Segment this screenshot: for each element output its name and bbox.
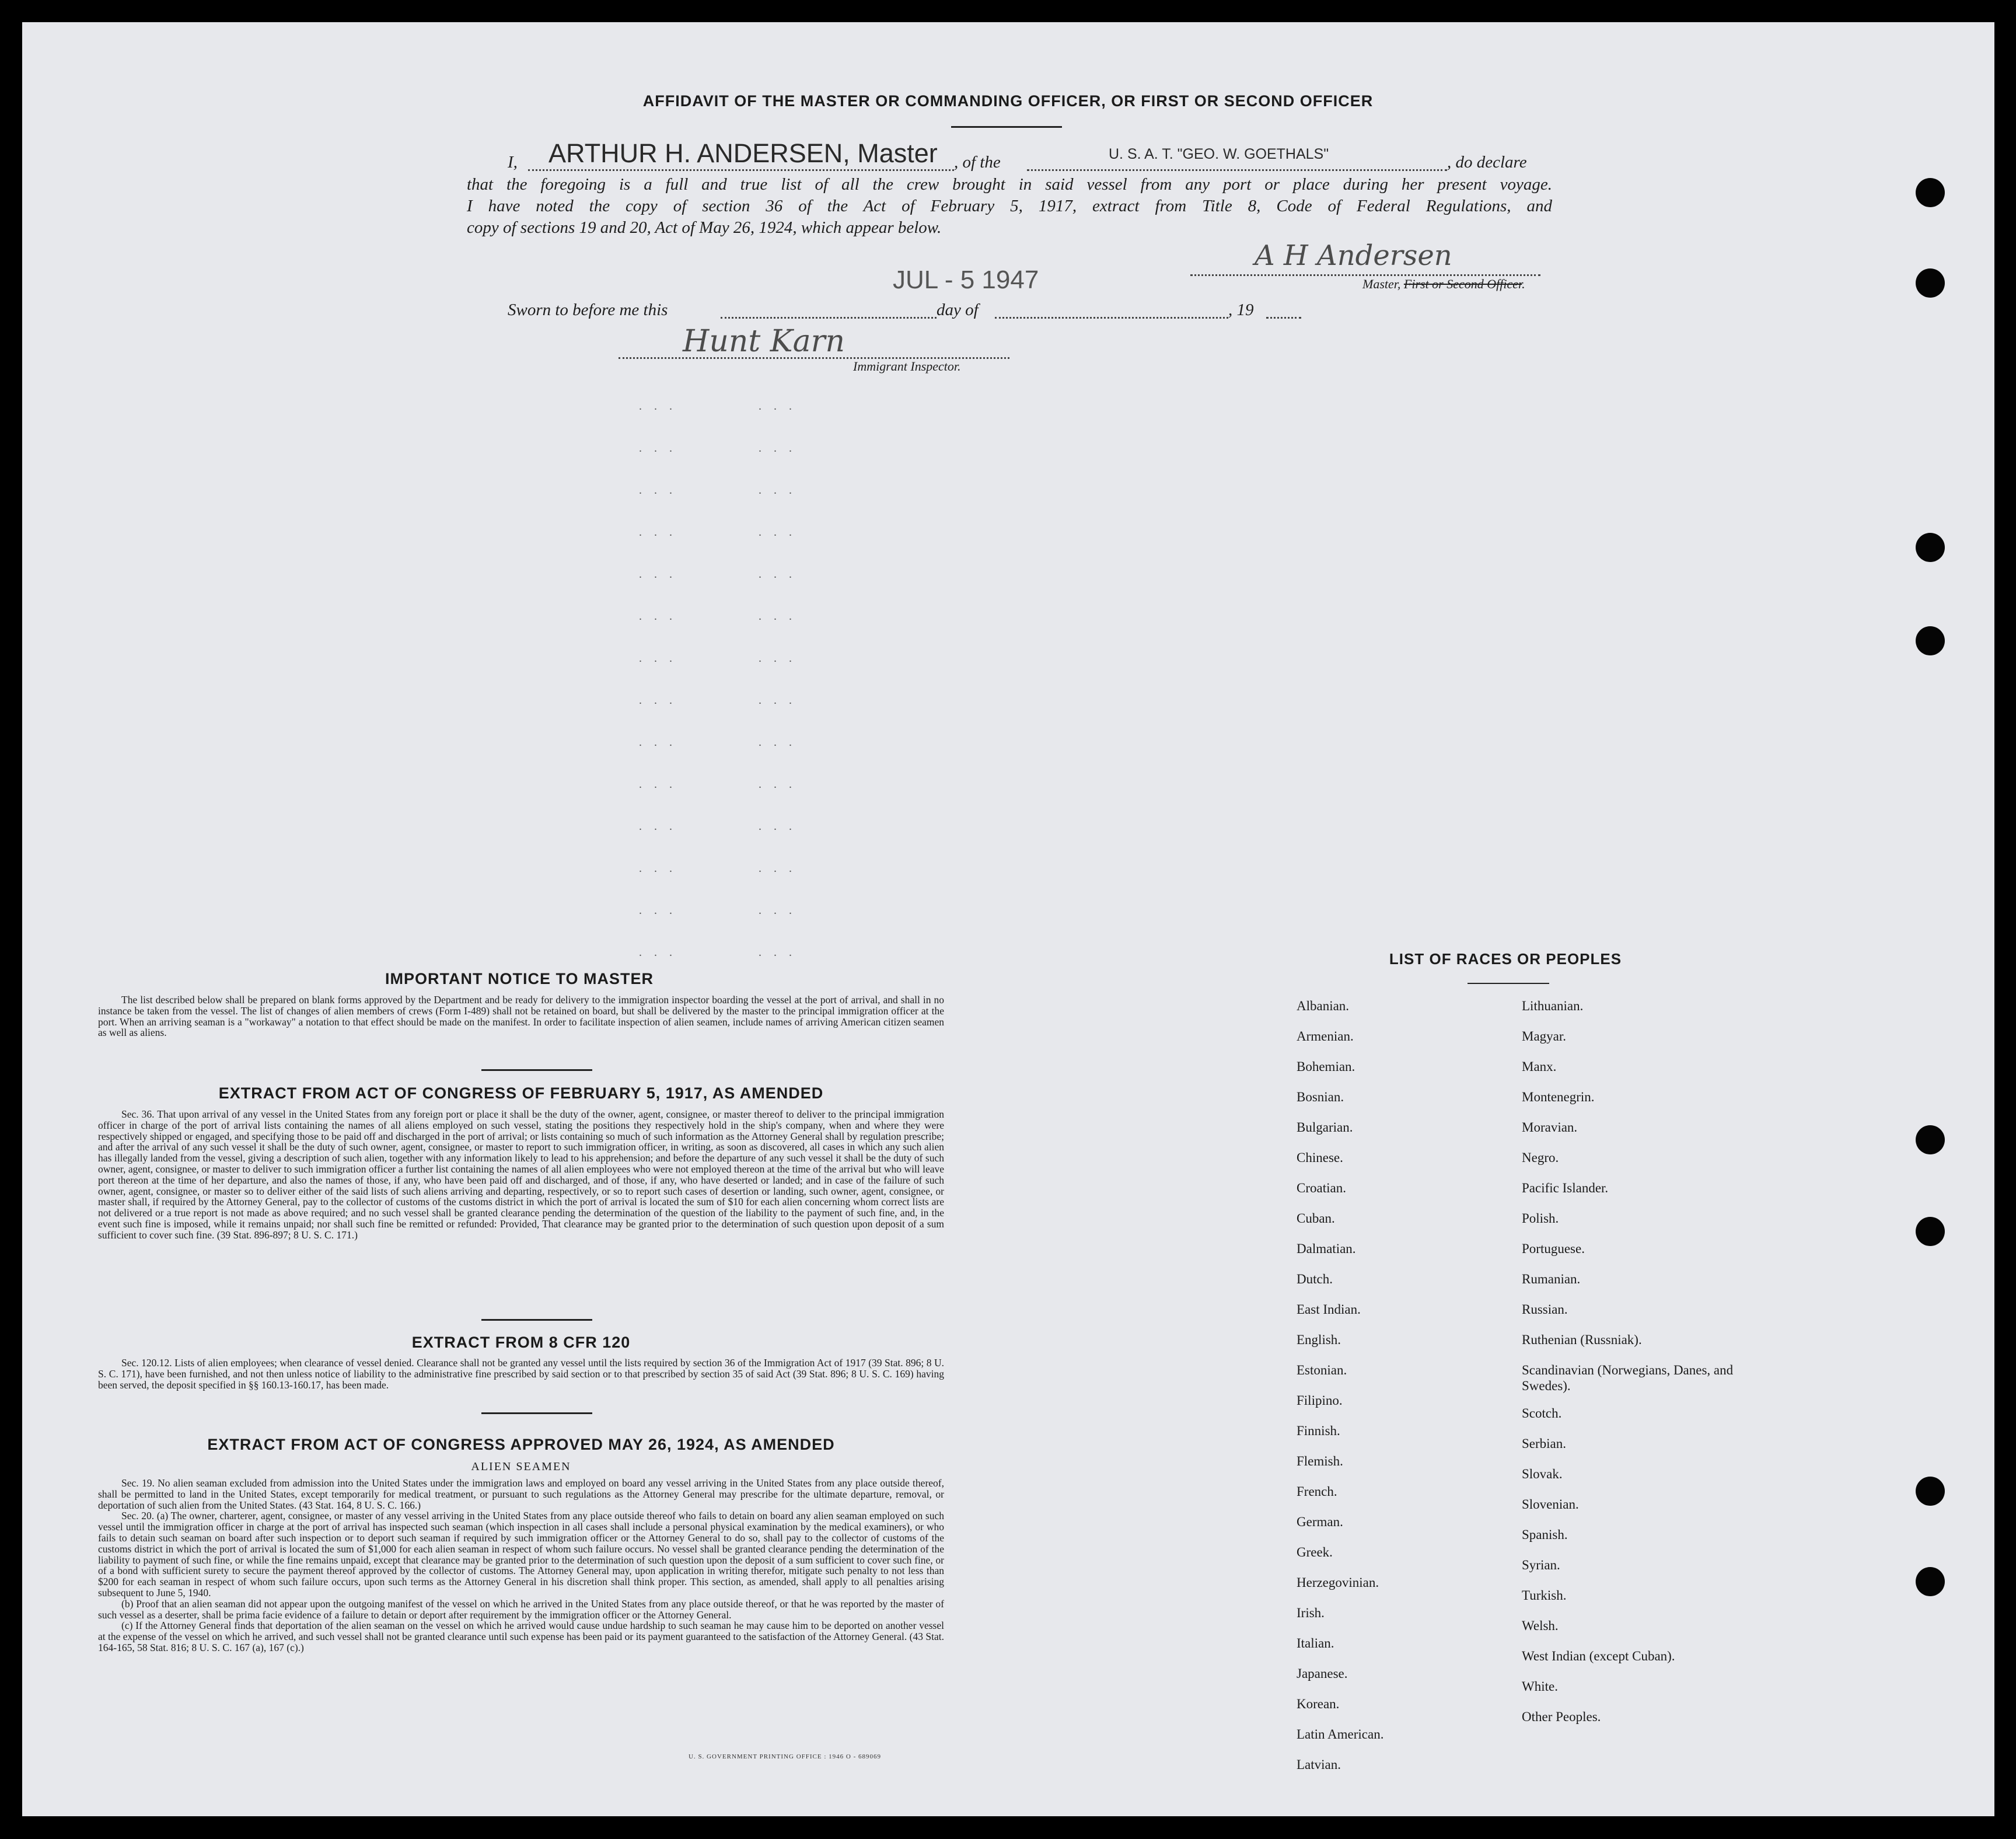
race-item: Greek. [1297,1545,1333,1559]
race-item: Croatian. [1297,1181,1346,1195]
extract-1917-text [98,1109,944,1241]
race-item: Finnish. [1297,1423,1340,1438]
sworn-month-line [995,295,1228,319]
date-stamp: JUL - 5 1947 [893,266,1039,294]
race-item: East Indian. [1297,1302,1361,1317]
alien-seamen-subheading: ALIEN SEAMEN [471,1460,571,1473]
printer-imprint: U. S. GOVERNMENT PRINTING OFFICE : 1946 O - 689069 [689,1753,882,1760]
binder-hole [1916,1567,1945,1596]
race-item: Magyar. [1522,1029,1567,1044]
race-item: Ruthenian (Russniak). [1522,1332,1642,1347]
races-heading: LIST OF RACES OR PEOPLES [1389,950,1622,968]
leader-dots-right: . . . . . . . . . . . . . . . . . . . . . . . . . . . . . . . . . . . . . . . . . . [759,400,796,959]
leader-dots-left: . . . . . . . . . . . . . . . . . . . . . . . . . . . . . . . . . . . . . . . . . . [639,400,677,959]
race-item: Dutch. [1297,1272,1333,1286]
sworn-year-line [1266,295,1301,319]
race-item: Chinese. [1297,1150,1343,1165]
notice-text [98,994,944,1038]
binder-hole [1916,268,1945,298]
extract-1924-text [98,1478,944,1653]
notice-paragraph: The list described below shall be prepared on blank forms approved by the Department and be ready for delivery to the immigration inspector boarding the vessel at the port of arrival, and shall in no instance be taken from the vessel. The list of changes of alien members of crews (Form I-489) shall not be retained on board, but shall be delivered by the master to the principal immigration officer at the port. When an arriving seaman is a "workaway" a notation to that effect should be made on the manifest. In order to facilitate inspection of alien seamen, include names of arriving American citizen seamen as well as aliens. [98,994,944,1039]
race-item: Japanese. [1297,1666,1348,1681]
affidavit-do-declare: , do declare [1447,153,1527,172]
races-divider [1468,983,1549,984]
sworn-text: Sworn to before me this [508,301,668,319]
notice-heading: IMPORTANT NOTICE TO MASTER [385,970,654,987]
race-item: Armenian. [1297,1029,1354,1044]
race-item: White. [1522,1679,1558,1694]
race-item: Slovenian. [1522,1497,1579,1512]
extract-1917-divider [481,1319,592,1321]
race-item: Cuban. [1297,1211,1335,1226]
race-item: Manx. [1522,1059,1557,1074]
race-item: Dalmatian. [1297,1241,1356,1256]
race-item: Flemish. [1297,1454,1343,1468]
race-item: Italian. [1297,1636,1334,1650]
race-item: Bohemian. [1297,1059,1355,1074]
master-caption-end: . [1522,277,1525,291]
race-item: Spanish. [1522,1527,1568,1542]
sworn-day-line [721,295,937,319]
binder-hole [1916,626,1945,655]
affidavit-line-2: that the foregoing is a full and true list of all the crew brought in said vessel from any port or place during her present voyage. [467,175,1552,194]
race-item: Filipino. [1297,1393,1343,1408]
master-caption [1362,277,1525,292]
race-item: Albanian. [1297,999,1350,1013]
race-item: Welsh. [1522,1618,1559,1633]
race-item: German. [1297,1515,1343,1529]
race-item: Rumanian. [1522,1272,1581,1286]
race-item: Portuguese. [1522,1241,1585,1256]
binder-hole [1916,533,1945,562]
affidavit-line-4: copy of sections 19 and 20, Act of May 26, 1924, which appear below. [467,218,942,237]
race-item: Pacific Islander. [1522,1181,1609,1195]
race-item: Moravian. [1522,1120,1578,1135]
race-item: Herzegovinian. [1297,1575,1379,1590]
race-item: Other Peoples. [1522,1709,1601,1724]
extract-1917-paragraph: Sec. 36. That upon arrival of any vessel in the United States from any foreign port or place it shall be the duty of the owner, agent, consignee, or master thereof to deliver to the principal immigration officer in charge of the port of arrival lists containing the names of all aliens employed on such vessel, stating the positions they respectively hold in the ship's company, when and where they were respectively shipped or engaged, and specifying those to be paid off and discharged in the port of arrival; or lists containing so much of such information as the Attorney General shall by regulation prescribe; and after the arrival of any such vessel it shall be the duty of such owner, agent, consignee, or master to report to such immigration officer, in writing, as soon as discovered, all cases in which any such alien has illegally landed from the vessel, giving a description of such alien, together with any information likely to lead to his apprehension; and before the departure of any such vessel it shall be the duty of such owner, agent, consignee, or master to deliver to such immigration officer a further list containing the names of all alien employees who were not employed thereon at the time of the arrival but who will leave port thereon at the time of her departure, and also the names of those, if any, who have been paid off and discharged, and of those, if any, who have deserted or landed; and in case of the failure of such owner, agent, consignee, or master so to deliver either of the said lists of such aliens arriving and departing, respectively, or so to report such cases of desertion or landing, such owner, agent, consignee, or master shall, if required by the Attorney General, pay to the collector of customs of the customs district in which the port of arrival is located the sum of $10 for each alien concerning whom correct lists are not delivered or a true report is not made as above required; and no such vessel shall be granted clearance pending the determination of the question of the liability to the payment of such fine, and, in the event such fine is imposed, while it remains unpaid; nor shall such fine be remitted or refunded: Provided, That clearance may be granted prior to the determination of such question upon deposit of a sum sufficient to cover such fine. (39 Stat. 896-897; 8 U. S. C. 171.) [98,1108,944,1241]
affidavit-line-3: I have noted the copy of section 36 of the Act of February 5, 1917, extract from Title 8, Code of Federal Regulations, and [467,197,1552,215]
race-item: Turkish. [1522,1588,1567,1603]
race-item: Korean. [1297,1697,1340,1711]
title-divider [951,126,1062,128]
binder-hole [1916,1217,1945,1246]
race-item: English. [1297,1332,1341,1347]
races-column-2 [1522,998,1767,1739]
race-item: Bulgarian. [1297,1120,1353,1135]
affidavit-title: AFFIDAVIT OF THE MASTER OR COMMANDING OFFICER, OR FIRST OR SECOND OFFICER [642,92,1374,110]
binder-hole [1916,1125,1945,1154]
race-item: Russian. [1522,1302,1568,1317]
extract-1924-heading: EXTRACT FROM ACT OF CONGRESS APPROVED MAY 26, 1924, AS AMENDED [207,1436,835,1453]
race-item: Bosnian. [1297,1090,1344,1104]
binder-hole [1916,1477,1945,1506]
extract-cfr-text [98,1358,944,1390]
inspector-caption: Immigrant Inspector. [853,359,961,374]
race-item: Irish. [1297,1606,1325,1620]
race-item: Lithuanian. [1522,999,1584,1013]
year-text: , 19 [1228,301,1254,319]
race-item: Polish. [1522,1211,1559,1226]
inspector-signature: Hunt Karn [683,324,845,359]
race-item: Serbian. [1522,1436,1567,1451]
struck-officer-text: First or Second Officer [1403,277,1522,291]
race-item: Latvian. [1297,1757,1341,1772]
binder-hole [1916,178,1945,207]
race-item: Montenegrin. [1522,1090,1595,1104]
day-of-text: day of [937,301,979,319]
extract-1917-heading: EXTRACT FROM ACT OF CONGRESS OF FEBRUARY 5, 1917, AS AMENDED [218,1084,824,1102]
races-column-1 [1297,998,1512,1787]
race-item: Latin American. [1297,1727,1384,1742]
notice-divider [481,1069,592,1071]
master-name: ARTHUR H. ANDERSEN, Master [548,138,938,168]
section-19-paragraph: Sec. 19. No alien seaman excluded from admission into the United States under the immigration laws and employed on board any vessel arriving in the United States from any place outside thereof, shall be permitted to land in the United States, except temporarily for medical treatment, or pursuant to such regulations as the Attorney General may prescribe for the ultimate departure, removal, or deportation of such alien from the United States. (43 Stat. 164, 8 U. S. C. 166.) [98,1477,944,1511]
race-item: Syrian. [1522,1558,1560,1572]
race-item: Scandinavian (Norwegians, Danes, and Swedes). [1522,1363,1734,1393]
master-signature: A H Andersen [1255,239,1452,272]
race-item: Scotch. [1522,1406,1562,1421]
section-20a-paragraph: Sec. 20. (a) The owner, charterer, agent, consignee, or master of any vessel arriving in the United States from any place outside thereof who fails to detain on board any alien seaman employed on such vessel until the immigration officer in charge at the port of arrival has inspected such seaman (which inspection in all cases shall include a personal physical examination by the medical examiners), or who fails to detain such seaman on board after such inspection or to deport such seaman if required by such immigration officer or the Attorney General to do so, shall pay to the collector of customs of the customs district in which the port of arrival is located the sum of $1,000 for each alien seaman in respect of whom such failure occurs. No vessel shall be granted clearance pending the determination of the liability to payment of such fine, or while the fine remains unpaid, except that clearance may be granted prior to the determination of such question upon the deposit of a sum sufficient to cover such fine, or of a bond with sufficient surety to secure the payment thereof approved by the collector of customs. The Attorney General may, upon application in writing therefor, mitigate such penalty to not less than $200 for each seaman in respect of whom such failure occurs, upon such terms as the Attorney General in his discretion shall think proper. This section, as amended, shall apply to all penalties arising subsequent to June 5, 1940. [98,1510,944,1599]
race-item: Slovak. [1522,1467,1563,1481]
race-item: West Indian (except Cuban). [1522,1649,1675,1663]
vessel-name: U. S. A. T. "GEO. W. GOETHALS" [1109,146,1329,162]
section-20c-paragraph: (c) If the Attorney General finds that deportation of the alien seaman on the vessel on which he arrived would cause undue hardship to such seaman he may cause him to be deported on another vessel at the expense of the vessel on which he arrived, and such vessel shall not be granted clearance until such expense has been paid or its payment guaranteed to the satisfaction of the Attorney General. (43 Stat. 164-165, 58 Stat. 816; 8 U. S. C. 167 (a), 167 (c).) [98,1620,944,1653]
extract-cfr-paragraph: Sec. 120.12. Lists of alien employees; when clearance of vessel denied. Clearance shall not be granted any vessel until the lists required by section 36 of the Immigration Act of 1917 (39 Stat. 896; 8 U. S. C. 171), have been furnished, and not then unless notice of liability to the administrative fine prescribed by said section or to that prescribed by section 35 of said Act (39 Stat. 896; 8 U. S. C. 169) having been served, the deposit specified in §§ 160.13-160.17, has been made. [98,1357,944,1391]
extract-cfr-heading: EXTRACT FROM 8 CFR 120 [411,1334,631,1351]
affidavit-i: I, [508,153,518,172]
race-item: Negro. [1522,1150,1559,1165]
race-item: French. [1297,1484,1337,1499]
race-item: Estonian. [1297,1363,1347,1377]
affidavit-of-the: , of the [954,153,1001,172]
section-20b-paragraph: (b) Proof that an alien seaman did not appear upon the outgoing manifest of the vessel on which he arrived in the United States from any place outside thereof, or that he was reported by the master of such vessel as a deserter, shall be prima facie evidence of a failure to detain or deport after requirement by the immigration officer or the Attorney General. [98,1597,944,1621]
extract-cfr-divider [481,1412,592,1414]
master-caption-text: Master, [1362,277,1404,291]
